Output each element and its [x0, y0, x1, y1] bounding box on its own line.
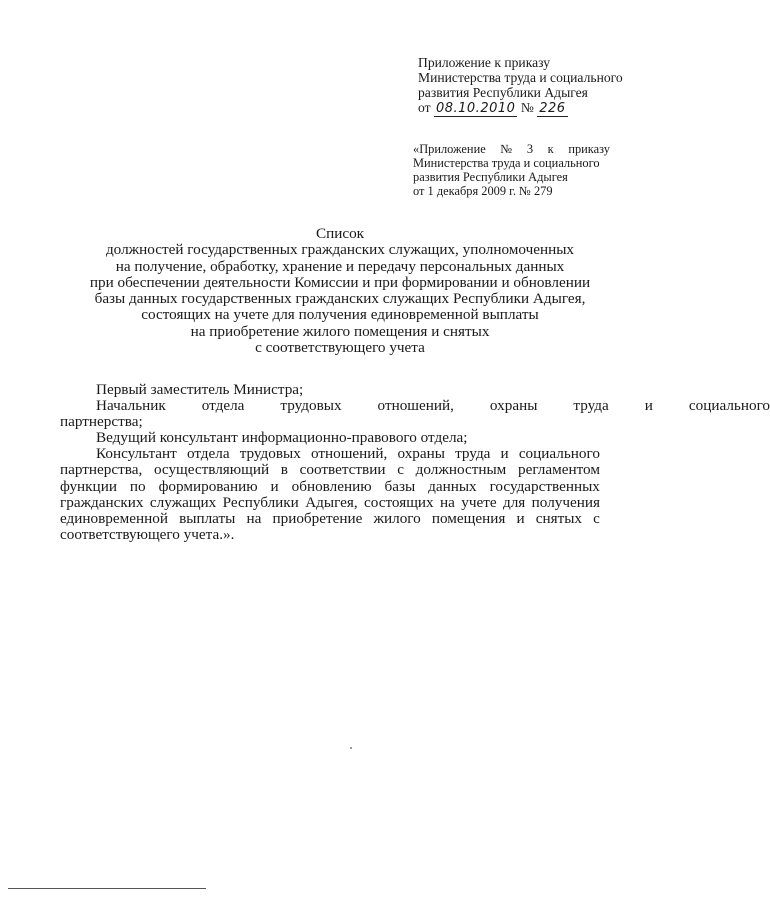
word: отдела: [201, 397, 245, 415]
word: состоящих: [364, 493, 434, 511]
word: и: [270, 477, 279, 495]
position-line: [60, 462, 600, 478]
order-date-handwritten: 08.10.2010: [435, 101, 516, 116]
title-line: состоящих на учете для получения единовременной выплаты: [141, 306, 539, 324]
appendix-previous-line: Министерства труда и социального: [413, 156, 600, 170]
word: с: [593, 509, 600, 527]
word: Начальник: [96, 397, 166, 415]
position-line: соответствующего учета.».: [60, 525, 235, 543]
word: базы: [384, 477, 416, 495]
word: Республики: [222, 493, 299, 511]
position-line: [60, 446, 600, 462]
word: труда: [455, 445, 491, 463]
order-date-number-line: [418, 100, 636, 117]
word: служащих: [149, 493, 217, 511]
title-line: при обеспечении деятельности Комиссии и при формировании и обновлении: [89, 273, 591, 291]
title-line: базы данных государственных гражданских служащих Республики Адыгея,: [94, 290, 586, 308]
title-line: на приобретение жилого помещения и снятых: [190, 322, 490, 340]
position-line: [60, 495, 600, 511]
word: выплаты: [179, 509, 236, 527]
word: в: [280, 461, 288, 479]
word: трудовых: [239, 445, 301, 463]
word: «Приложение: [413, 142, 486, 156]
word: к: [547, 142, 554, 156]
title-heading: Список: [315, 225, 365, 242]
word: Консультант: [96, 445, 177, 463]
word: с: [397, 461, 404, 479]
word: отношений,: [310, 445, 388, 463]
word: по: [129, 477, 146, 495]
word: получения: [531, 493, 600, 511]
footer-rule: [8, 888, 206, 889]
word: охраны: [489, 397, 538, 415]
word: снятых: [535, 509, 583, 527]
appendix-previous-line: от 1 декабря 2009 г. № 279: [413, 184, 553, 198]
word: отношений,: [377, 397, 454, 415]
word: охраны: [397, 445, 445, 463]
position-line: партнерства;: [60, 413, 143, 431]
word: единовременной: [60, 509, 168, 527]
word: 3: [526, 142, 534, 156]
position-item: Ведущий консультант информационно-правового отдела;: [96, 429, 468, 447]
appendix-header-line: Приложение к приказу: [418, 55, 551, 70]
word: отдела: [186, 445, 230, 463]
appendix-previous-line1: [413, 142, 610, 156]
number-sign: №: [520, 100, 534, 115]
position-item: [60, 397, 770, 431]
word: жилого: [373, 509, 421, 527]
word: гражданских: [60, 493, 144, 511]
positions-list: [60, 381, 770, 543]
word: приобретение: [272, 509, 363, 527]
position-line: [60, 479, 600, 495]
order-number-handwritten: 226: [539, 101, 566, 116]
document-title: [40, 226, 640, 356]
word: и: [516, 509, 525, 527]
word: обновлению: [291, 477, 372, 495]
word: для: [503, 493, 526, 511]
word: должностным: [415, 461, 507, 479]
word: соответствии: [299, 461, 386, 479]
word: на: [246, 509, 262, 527]
word: приказу: [568, 142, 610, 156]
position-item: Первый заместитель Министра;: [96, 381, 304, 398]
word: функции: [60, 477, 117, 495]
word: на: [440, 493, 455, 511]
word: государственных: [489, 477, 600, 495]
word: партнерства,: [60, 461, 143, 479]
title-line: с соответствующего учета: [255, 339, 425, 357]
title-line: должностей государственных гражданских служащих, уполномоченных: [105, 241, 575, 259]
word: Адыгея,: [305, 493, 358, 511]
word: формированию: [158, 477, 258, 495]
word: и: [644, 397, 653, 415]
position-line: [60, 511, 600, 527]
word: труда: [573, 397, 609, 415]
word: №: [500, 142, 513, 156]
word: данных: [428, 477, 477, 495]
appendix-header-previous: [413, 142, 610, 198]
position-line: [60, 397, 770, 415]
date-prefix: от: [418, 100, 431, 115]
word: социального: [518, 445, 600, 463]
appendix-header-current: [418, 55, 636, 117]
position-item: [60, 446, 600, 543]
appendix-previous-line: развития Республики Адыгея: [413, 170, 568, 184]
word: регламентом: [517, 461, 600, 479]
word: помещения: [431, 509, 506, 527]
word: социального: [688, 397, 770, 415]
appendix-header-line: развития Республики Адыгея: [418, 85, 588, 100]
word: и: [500, 445, 509, 463]
title-line: на получение, обработку, хранение и передачу персональных данных: [115, 257, 565, 275]
word: учете: [461, 493, 497, 511]
word: осуществляющий: [153, 461, 270, 479]
scan-speck: [350, 747, 352, 749]
word: трудовых: [280, 397, 342, 415]
appendix-header-line: Министерства труда и социального: [418, 70, 623, 85]
